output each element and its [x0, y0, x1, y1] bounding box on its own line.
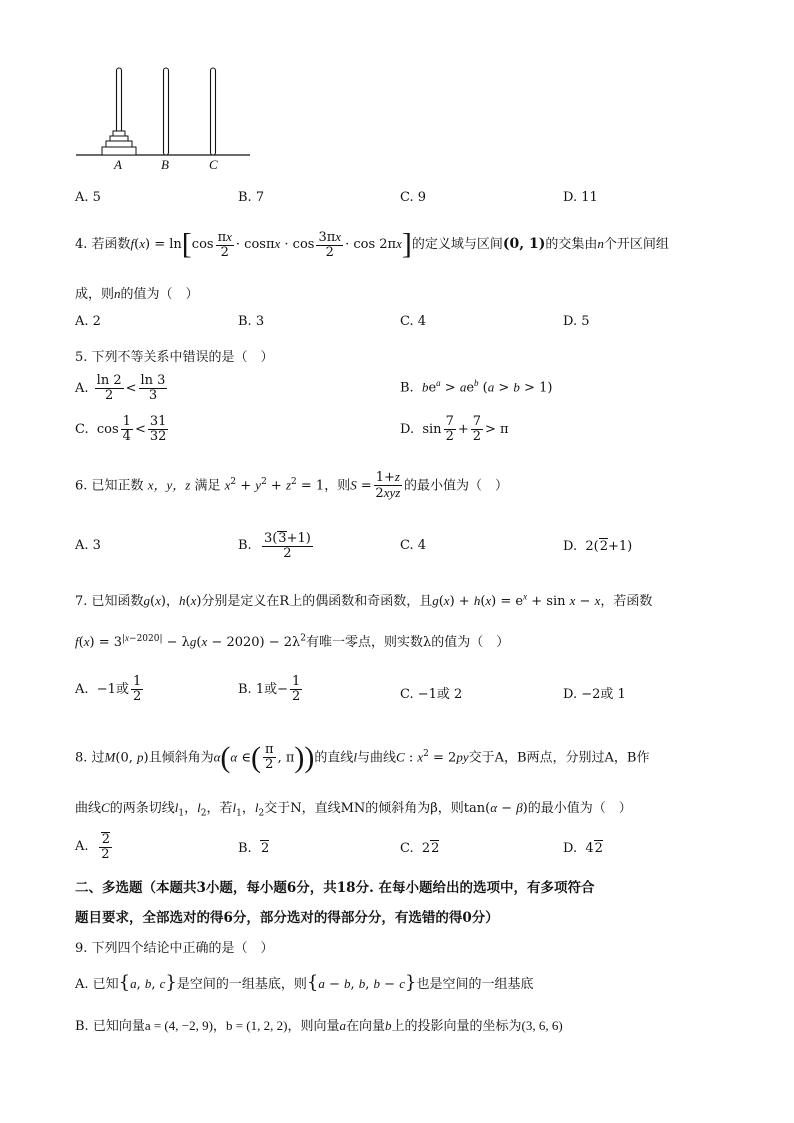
disk-3 [110, 136, 128, 141]
q5-option-c: C. cos $\frac{1}{4}$ < $\frac{31}{32}$ [75, 414, 167, 444]
q7-option-a: A. −1或 $\frac{1}{2}$ [75, 674, 142, 704]
section2-heading-line2: 题目要求，全部选对的得6分，部分选对的得部分分，有选错的得0分） [75, 910, 499, 926]
q7-stem-line1: 7. 已知函数g(x)，h(x)分别是定义在R上的偶函数和奇函数，且$g(x) + h(x) = e^x + \sin x - x$，若函数 [75, 591, 653, 609]
q7-option-c: C. −1或 2 [400, 687, 463, 702]
q9-stem: 9. 下列四个结论中正确的是（ ） [75, 941, 274, 956]
section2-heading-line1: 二、多选题（本题共3小题，每小题6分，共18分. 在每小题给出的选项中，有多项符合 [75, 880, 595, 896]
disk-4 [113, 131, 125, 136]
q4-option-b: B. 3 [238, 314, 265, 329]
q8-option-d: D. 42 [563, 841, 603, 856]
disk-1 [102, 147, 136, 155]
q6-stem: 6. 已知正数 x，y，z 满足 $x^2 + y^2 + z^2 = 1$，则S = $\frac{1+z}{\text{2xyz}}$ 的最小值为（ ） [75, 469, 508, 502]
q8-option-b: B. 2 [238, 841, 270, 856]
q4-option-d: D. 5 [563, 314, 590, 329]
q6-option-b: B. $\frac{3(3+1)}{2}$ [238, 530, 311, 561]
q5-option-a: A. $\frac{\ln 2}{2}$ < $\frac{\ln 3}{3}$ [75, 373, 166, 403]
q4-stem-line1: 4. 若函数f(x) = ln[cos $\frac{\pi x}{2}$ · cosπx · cos $\frac{3\pi x}{2}$ · cos 2πx]的定义域与区间(0, 1)的交集由n个开区间组 [75, 227, 669, 261]
q8-stem-line2: 曲线C的两条切线$l_1$，$l_2$，若$l_1$，$l_2$交于N，直线MN的倾斜角为β，则tan(α − β)的最小值为（ ） [75, 800, 632, 819]
q7-stem-line2: $f(x) = 3^{|x-2020|} - \lambda g(x - 2020) - 2\lambda^2$有唯一零点，则实数λ的值为（ ） [75, 632, 510, 650]
peg-c [211, 68, 216, 155]
q4-option-a: A. 2 [75, 314, 101, 329]
disk-2 [106, 141, 132, 147]
q3-option-c: C. 9 [400, 190, 427, 205]
peg-label-a: A [114, 157, 122, 172]
q9-option-b: B. 已知向量a = (4, −2, 9)，b = (1, 2, 2)，则向量a在向量b上的投影向量的坐标为(3, 6, 6) [75, 1018, 563, 1034]
q6-option-a: A. 3 [75, 538, 101, 553]
q7-option-b: B. 1或− $\frac{1}{2}$ [238, 674, 301, 704]
q3-option-b: B. 7 [238, 190, 265, 205]
q5-stem: 5. 下列不等关系中错误的是（ ） [75, 350, 274, 365]
q3-option-d: D. 11 [563, 190, 598, 205]
q5-option-b: B. $be^a > ae^b$ (a > b > 1) [400, 378, 553, 396]
q6-option-d: D. 2(2+1) [563, 539, 633, 554]
peg-b [164, 68, 169, 155]
q7-option-d: D. −2或 1 [563, 687, 626, 702]
peg-label-b: B [161, 157, 169, 172]
hanoi-figure [70, 60, 270, 180]
q8-stem-line1: 8. 过M(0, p)且倾斜角为α(α ∈( $\frac{\pi}{2}$ , π))的直线l与曲线C : $x^2 = 2py$交于A，B两点，分别过A，B作 [75, 740, 650, 774]
q6-option-c: C. 4 [400, 538, 427, 553]
q8-option-c: C. 22 [400, 841, 440, 856]
q3-option-a: A. 5 [75, 190, 101, 205]
q5-option-d: D. sin $\frac{7}{2}$ + $\frac{7}{2}$ > π [400, 414, 509, 444]
q4-option-c: C. 4 [400, 314, 427, 329]
peg-label-c: C [209, 157, 218, 172]
q9-option-a: A. 已知{a, b, c}是空间的一组基底，则{a − b, b, b − c}也是空间的一组基底 [75, 972, 534, 993]
q4-stem-line2: 成，则n的值为（ ） [75, 286, 199, 302]
q8-option-a: A. $\frac{2}{2}$ [75, 831, 111, 862]
